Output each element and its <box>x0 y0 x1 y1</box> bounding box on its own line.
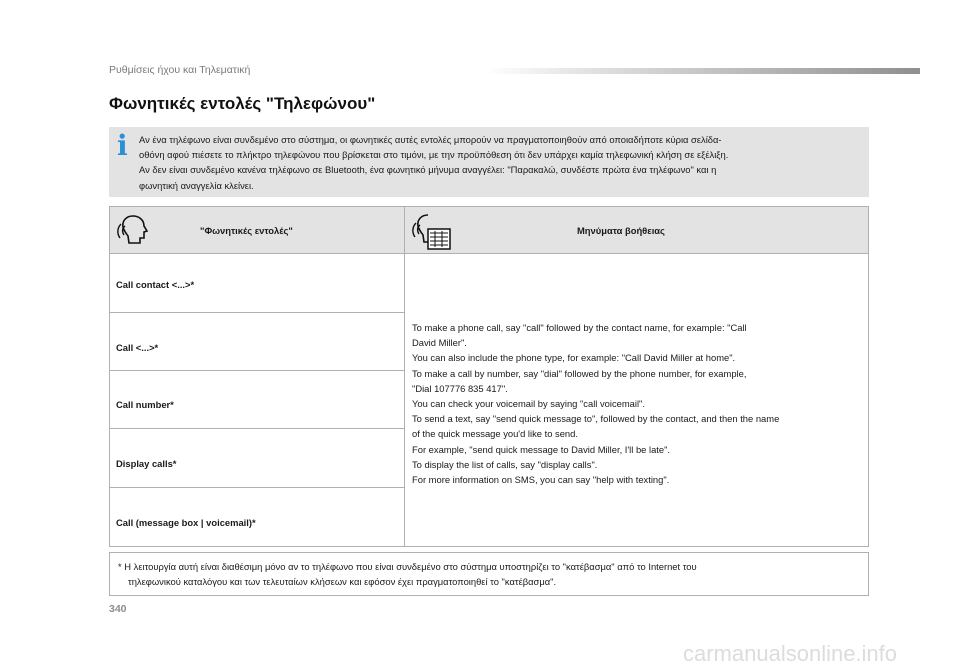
footnote-line: τηλεφωνικού καταλόγου και των τελευταίων κλήσεων και εφόσον έχει πραγματοποιηθεί το "κατέβασμα". <box>128 576 557 588</box>
section-title: Ρυθμίσεις ήχου και Τηλεματική <box>109 64 251 76</box>
command-label: Call number* <box>116 399 174 410</box>
help-line: To display the list of calls, say "display calls". <box>412 458 598 470</box>
help-line: of the quick message you'd like to send. <box>412 428 578 440</box>
help-header <box>405 207 868 254</box>
command-row <box>110 488 405 546</box>
command-label: Call contact <...>* <box>116 279 195 290</box>
info-line: φωνητική αναγγελία κλείνει. <box>139 179 254 191</box>
command-row <box>110 371 405 429</box>
footnote-text <box>118 559 860 589</box>
info-line: Αν δεν είναι συνδεμένο κανένα τηλέφωνο σε Bluetooth, ένα φωνητικό μήνυμα αναγγέλει: "Παρακαλώ, συνδέστε πρώτα ένα τηλέφωνο" και η <box>139 164 717 176</box>
watermark: carmanualsonline.info <box>683 641 898 666</box>
help-line: To send a text, say "send quick message to", followed by the contact, and then the name <box>412 413 780 425</box>
help-line: "Dial 107776 835 417". <box>412 382 508 394</box>
info-line: οθόνη αφού πιέσετε το πλήκτρο τηλεφώνου που βρίσκεται στο τιμόνι, με την προϋπόθεση ότι δεν υπάρχει καμία τηλεφωνική κλήση σε εξέλιξη. <box>139 149 729 161</box>
command-label: Call (message box | voicemail)* <box>116 517 256 528</box>
help-line: You can check your voicemail by saying "call voicemail". <box>412 398 645 410</box>
voice-commands-table <box>109 206 869 547</box>
help-line: To make a phone call, say "call" followed by the contact name, for example: "Call <box>412 322 747 333</box>
command-label: Call <...>* <box>116 342 159 353</box>
commands-header <box>110 207 405 254</box>
help-line: To make a call by number, say "dial" followed by the phone number, for example, <box>412 367 747 379</box>
voice-help-icon <box>411 212 453 252</box>
info-icon: i <box>117 129 128 162</box>
command-row <box>110 254 405 313</box>
help-header-label: Μηνύματα βοήθειας <box>577 225 665 236</box>
commands-header-label: "Φωνητικές εντολές" <box>200 225 293 236</box>
help-message <box>412 320 857 487</box>
command-label: Display calls* <box>116 458 177 469</box>
page-number: 340 <box>109 603 127 615</box>
command-row <box>110 429 405 488</box>
header-gradient-bar <box>485 68 920 74</box>
help-line: You can also include the phone type, for example: "Call David Miller at home". <box>412 352 736 364</box>
help-line: For more information on SMS, you can say "help with texting". <box>412 474 670 486</box>
footnote-line: * Η λειτουργία αυτή είναι διαθέσιμη μόνο αν το τηλέφωνο που είναι συνδεμένο στο σύστημα υποστηρίζει το "κατέβασμα" από το Internet του <box>118 561 697 572</box>
info-box <box>109 127 869 197</box>
voice-command-icon <box>116 212 150 248</box>
page-title: Φωνητικές εντολές "Τηλεφώνου" <box>109 94 376 113</box>
help-line: David Miller". <box>412 337 467 349</box>
info-text <box>139 132 863 193</box>
command-row <box>110 313 405 371</box>
footnote-box <box>109 552 869 596</box>
help-line: For example, "send quick message to David Miller, I'll be late". <box>412 443 671 455</box>
info-line: Αν ένα τηλέφωνο είναι συνδεμένο στο σύστημα, οι φωνητικές αυτές εντολές μπορούν να πραγματοποιηθούν από οποιαδήποτε κύρια σελίδα- <box>139 134 722 145</box>
